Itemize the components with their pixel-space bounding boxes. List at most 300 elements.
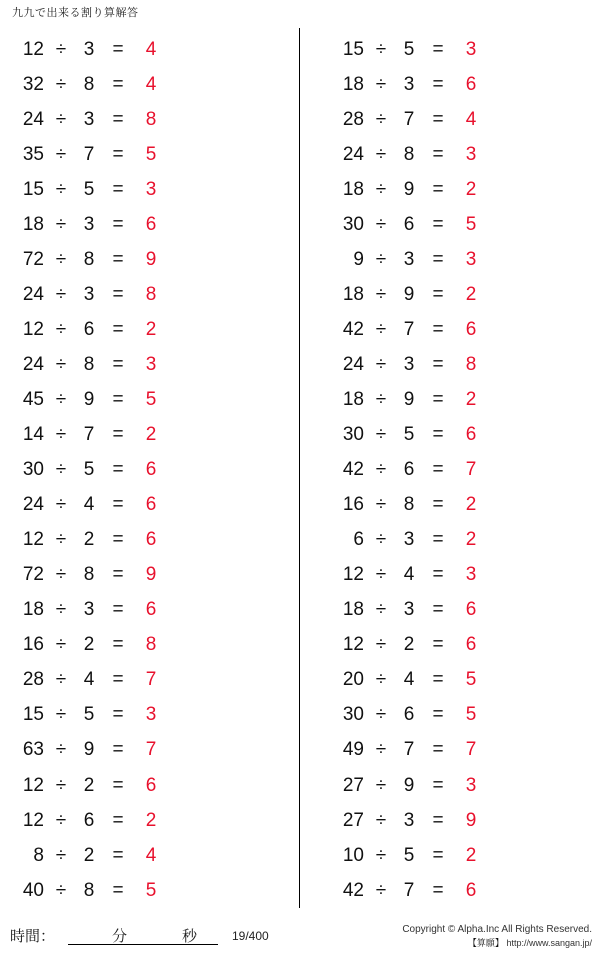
division-operator: ÷ — [375, 739, 387, 761]
divisor: 2 — [83, 774, 95, 796]
dividend: 72 — [22, 564, 44, 586]
dividend: 49 — [342, 739, 364, 761]
divisor: 9 — [83, 388, 95, 410]
equals-sign: = — [112, 879, 124, 901]
answer: 9 — [145, 248, 157, 270]
publisher-name: 【算願】 — [467, 937, 504, 948]
dividend: 24 — [22, 353, 44, 375]
equals-sign: = — [432, 318, 444, 340]
division-operator: ÷ — [55, 879, 67, 901]
division-operator: ÷ — [55, 283, 67, 305]
dividend: 28 — [22, 669, 44, 691]
problem-row — [300, 838, 600, 873]
answer: 2 — [145, 318, 157, 340]
problem-row — [0, 172, 299, 207]
divisor: 4 — [83, 494, 95, 516]
equals-sign: = — [112, 38, 124, 60]
problem-row — [0, 347, 299, 382]
answer: 8 — [145, 283, 157, 305]
division-operator: ÷ — [375, 879, 387, 901]
divisor: 7 — [83, 143, 95, 165]
division-operator: ÷ — [375, 809, 387, 831]
equals-sign: = — [432, 248, 444, 270]
problem-row — [0, 873, 299, 908]
division-operator: ÷ — [375, 599, 387, 621]
divisor: 9 — [403, 283, 415, 305]
answer: 3 — [465, 143, 477, 165]
publisher-url[interactable]: http://www.sangan.jp/ — [506, 937, 592, 948]
division-operator: ÷ — [55, 213, 67, 235]
answer: 7 — [465, 739, 477, 761]
division-operator: ÷ — [375, 634, 387, 656]
dividend: 16 — [342, 494, 364, 516]
division-operator: ÷ — [375, 459, 387, 481]
division-operator: ÷ — [55, 739, 67, 761]
divisor: 7 — [403, 739, 415, 761]
divisor: 5 — [403, 424, 415, 446]
problem-row — [300, 207, 600, 242]
division-operator: ÷ — [55, 143, 67, 165]
answer: 3 — [465, 248, 477, 270]
equals-sign: = — [112, 353, 124, 375]
divisor: 2 — [83, 634, 95, 656]
divisor: 5 — [83, 704, 95, 726]
division-operator: ÷ — [375, 108, 387, 130]
divisor: 2 — [403, 634, 415, 656]
answer: 3 — [465, 38, 477, 60]
division-operator: ÷ — [375, 564, 387, 586]
division-operator: ÷ — [55, 248, 67, 270]
problem-row — [0, 733, 299, 768]
divisor: 8 — [83, 73, 95, 95]
division-operator: ÷ — [55, 599, 67, 621]
divisor: 3 — [83, 108, 95, 130]
divisor: 6 — [403, 459, 415, 481]
answer: 8 — [145, 108, 157, 130]
equals-sign: = — [112, 73, 124, 95]
divisor: 8 — [403, 143, 415, 165]
problem-row — [300, 312, 600, 347]
dividend: 10 — [342, 844, 364, 866]
copyright-block — [402, 923, 592, 949]
answer: 5 — [465, 704, 477, 726]
divisor: 8 — [83, 879, 95, 901]
problem-row — [0, 242, 299, 277]
dividend: 14 — [22, 424, 44, 446]
answer: 5 — [465, 213, 477, 235]
division-operator: ÷ — [375, 774, 387, 796]
equals-sign: = — [112, 634, 124, 656]
dividend: 12 — [22, 38, 44, 60]
divisor: 5 — [403, 38, 415, 60]
equals-sign: = — [432, 529, 444, 551]
divisor: 6 — [403, 213, 415, 235]
equals-sign: = — [432, 739, 444, 761]
division-operator: ÷ — [375, 178, 387, 200]
answer: 8 — [145, 634, 157, 656]
dividend: 42 — [342, 879, 364, 901]
divisor: 5 — [403, 844, 415, 866]
dividend: 9 — [353, 248, 364, 270]
dividend: 32 — [22, 73, 44, 95]
equals-sign: = — [432, 669, 444, 691]
answer: 9 — [145, 564, 157, 586]
dividend: 40 — [22, 879, 44, 901]
answer: 3 — [465, 774, 477, 796]
dividend: 15 — [342, 38, 364, 60]
answer: 3 — [145, 704, 157, 726]
answer: 6 — [465, 879, 477, 901]
dividend: 63 — [22, 739, 44, 761]
dividend: 15 — [22, 178, 44, 200]
division-operator: ÷ — [55, 353, 67, 375]
equals-sign: = — [112, 739, 124, 761]
problem-row — [300, 32, 600, 67]
equals-sign: = — [112, 248, 124, 270]
answer: 4 — [145, 73, 157, 95]
dividend: 30 — [342, 704, 364, 726]
division-operator: ÷ — [375, 318, 387, 340]
equals-sign: = — [432, 844, 444, 866]
equals-sign: = — [432, 879, 444, 901]
problem-row — [0, 418, 299, 453]
divisor: 7 — [403, 879, 415, 901]
answer: 4 — [145, 38, 157, 60]
problem-row — [0, 628, 299, 663]
division-operator: ÷ — [375, 494, 387, 516]
problem-row — [0, 312, 299, 347]
equals-sign: = — [112, 809, 124, 831]
problem-row — [300, 347, 600, 382]
answer: 7 — [465, 459, 477, 481]
problem-row — [300, 803, 600, 838]
equals-sign: = — [432, 809, 444, 831]
dividend: 20 — [342, 669, 364, 691]
divisor: 7 — [403, 318, 415, 340]
dividend: 12 — [22, 318, 44, 340]
equals-sign: = — [112, 599, 124, 621]
division-operator: ÷ — [55, 38, 67, 60]
problem-row — [0, 698, 299, 733]
divisor: 4 — [403, 669, 415, 691]
problem-row — [300, 768, 600, 803]
dividend: 27 — [342, 809, 364, 831]
problem-row — [0, 663, 299, 698]
answer: 4 — [465, 108, 477, 130]
dividend: 18 — [342, 283, 364, 305]
divisor: 9 — [403, 774, 415, 796]
dividend: 18 — [342, 388, 364, 410]
answer: 2 — [465, 494, 477, 516]
division-operator: ÷ — [55, 388, 67, 410]
footer — [0, 915, 600, 956]
answer: 2 — [145, 809, 157, 831]
equals-sign: = — [112, 108, 124, 130]
problem-row — [0, 488, 299, 523]
divisor: 3 — [83, 38, 95, 60]
divisor: 8 — [403, 494, 415, 516]
problem-row — [300, 453, 600, 488]
answer: 8 — [465, 353, 477, 375]
equals-sign: = — [112, 774, 124, 796]
division-operator: ÷ — [55, 564, 67, 586]
problem-row — [0, 803, 299, 838]
division-operator: ÷ — [375, 669, 387, 691]
problem-row — [300, 382, 600, 417]
division-operator: ÷ — [375, 248, 387, 270]
problem-row — [300, 418, 600, 453]
equals-sign: = — [112, 388, 124, 410]
divisor: 3 — [403, 353, 415, 375]
equals-sign: = — [112, 529, 124, 551]
division-operator: ÷ — [55, 844, 67, 866]
problem-row — [300, 277, 600, 312]
problem-row — [300, 488, 600, 523]
equals-sign: = — [112, 178, 124, 200]
divisor: 3 — [403, 73, 415, 95]
answer: 6 — [145, 529, 157, 551]
dividend: 24 — [22, 494, 44, 516]
equals-sign: = — [432, 38, 444, 60]
division-operator: ÷ — [55, 318, 67, 340]
divisor: 3 — [403, 599, 415, 621]
problem-row — [0, 593, 299, 628]
problem-row — [0, 523, 299, 558]
dividend: 28 — [342, 108, 364, 130]
division-operator: ÷ — [55, 494, 67, 516]
dividend: 16 — [22, 634, 44, 656]
equals-sign: = — [432, 459, 444, 481]
problem-row — [0, 838, 299, 873]
answer: 6 — [465, 73, 477, 95]
answer: 7 — [145, 669, 157, 691]
division-operator: ÷ — [55, 809, 67, 831]
dividend: 12 — [22, 774, 44, 796]
equals-sign: = — [112, 844, 124, 866]
equals-sign: = — [432, 774, 444, 796]
division-operator: ÷ — [375, 529, 387, 551]
equals-sign: = — [112, 283, 124, 305]
equals-sign: = — [432, 388, 444, 410]
problem-row — [300, 698, 600, 733]
division-operator: ÷ — [375, 353, 387, 375]
problem-row — [300, 558, 600, 593]
divisor: 3 — [403, 809, 415, 831]
answer: 6 — [465, 424, 477, 446]
answer: 2 — [465, 529, 477, 551]
division-operator: ÷ — [375, 38, 387, 60]
dividend: 24 — [22, 108, 44, 130]
divisor: 8 — [83, 353, 95, 375]
division-operator: ÷ — [55, 178, 67, 200]
problem-row — [300, 137, 600, 172]
division-operator: ÷ — [55, 73, 67, 95]
dividend: 27 — [342, 774, 364, 796]
equals-sign: = — [432, 213, 444, 235]
equals-sign: = — [112, 424, 124, 446]
equals-sign: = — [432, 108, 444, 130]
dividend: 24 — [342, 143, 364, 165]
answer: 2 — [145, 424, 157, 446]
division-operator: ÷ — [55, 529, 67, 551]
dividend: 12 — [22, 809, 44, 831]
equals-sign: = — [432, 599, 444, 621]
answer: 3 — [465, 564, 477, 586]
dividend: 6 — [353, 529, 364, 551]
problem-row — [300, 242, 600, 277]
equals-sign: = — [432, 704, 444, 726]
division-operator: ÷ — [375, 283, 387, 305]
division-operator: ÷ — [375, 704, 387, 726]
equals-sign: = — [112, 704, 124, 726]
answer: 6 — [465, 634, 477, 656]
divisor: 2 — [83, 844, 95, 866]
division-operator: ÷ — [375, 424, 387, 446]
division-operator: ÷ — [375, 143, 387, 165]
problem-grid — [0, 28, 600, 908]
page-title: 九九で出来る割り算解答 — [12, 7, 139, 19]
dividend: 18 — [342, 73, 364, 95]
answer: 2 — [465, 844, 477, 866]
dividend: 42 — [342, 318, 364, 340]
dividend: 30 — [342, 213, 364, 235]
problem-row — [300, 172, 600, 207]
division-operator: ÷ — [55, 424, 67, 446]
dividend: 18 — [342, 599, 364, 621]
dividend: 72 — [22, 248, 44, 270]
dividend: 45 — [22, 388, 44, 410]
equals-sign: = — [432, 178, 444, 200]
problem-row — [0, 32, 299, 67]
answer: 6 — [145, 494, 157, 516]
equals-sign: = — [112, 143, 124, 165]
problem-row — [0, 137, 299, 172]
problem-row — [0, 453, 299, 488]
divisor: 9 — [403, 178, 415, 200]
divisor: 3 — [403, 529, 415, 551]
answer: 6 — [145, 774, 157, 796]
division-operator: ÷ — [55, 669, 67, 691]
divisor: 9 — [403, 388, 415, 410]
equals-sign: = — [432, 353, 444, 375]
answer: 5 — [145, 388, 157, 410]
divisor: 5 — [83, 459, 95, 481]
dividend: 42 — [342, 459, 364, 481]
answer: 6 — [465, 599, 477, 621]
answer: 5 — [145, 143, 157, 165]
divisor: 6 — [83, 809, 95, 831]
dividend: 24 — [22, 283, 44, 305]
division-operator: ÷ — [375, 388, 387, 410]
equals-sign: = — [112, 213, 124, 235]
problem-row — [300, 663, 600, 698]
answer: 5 — [465, 669, 477, 691]
answer: 2 — [465, 283, 477, 305]
time-label: 時間： — [10, 928, 56, 945]
divisor: 8 — [83, 248, 95, 270]
divisor: 4 — [403, 564, 415, 586]
answer: 9 — [465, 809, 477, 831]
seconds-label: 秒 — [182, 928, 198, 945]
division-operator: ÷ — [55, 774, 67, 796]
dividend: 12 — [342, 634, 364, 656]
answer: 2 — [465, 388, 477, 410]
dividend: 30 — [342, 424, 364, 446]
problem-row — [300, 733, 600, 768]
divisor: 3 — [83, 213, 95, 235]
dividend: 18 — [342, 178, 364, 200]
answer: 6 — [145, 459, 157, 481]
copyright-source — [402, 937, 592, 949]
divisor: 3 — [83, 599, 95, 621]
divisor: 7 — [403, 108, 415, 130]
minutes-label: 分 — [112, 928, 128, 945]
division-operator: ÷ — [375, 844, 387, 866]
dividend: 18 — [22, 213, 44, 235]
division-operator: ÷ — [375, 73, 387, 95]
equals-sign: = — [432, 634, 444, 656]
divisor: 5 — [83, 178, 95, 200]
divisor: 2 — [83, 529, 95, 551]
problem-row — [300, 102, 600, 137]
equals-sign: = — [112, 564, 124, 586]
divisor: 6 — [83, 318, 95, 340]
dividend: 12 — [22, 529, 44, 551]
equals-sign: = — [432, 564, 444, 586]
dividend: 35 — [22, 143, 44, 165]
dividend: 8 — [33, 844, 44, 866]
problem-row — [0, 102, 299, 137]
division-operator: ÷ — [375, 213, 387, 235]
equals-sign: = — [432, 424, 444, 446]
dividend: 30 — [22, 459, 44, 481]
answer: 7 — [145, 739, 157, 761]
divisor: 3 — [83, 283, 95, 305]
answer: 6 — [145, 213, 157, 235]
copyright-text: Copyright © Alpha.Inc All Rights Reserved. — [402, 924, 592, 935]
equals-sign: = — [112, 318, 124, 340]
dividend: 12 — [342, 564, 364, 586]
equals-sign: = — [432, 73, 444, 95]
page-number: 19/400 — [232, 929, 269, 943]
problem-row — [0, 207, 299, 242]
equals-sign: = — [432, 494, 444, 516]
answer: 4 — [145, 844, 157, 866]
equals-sign: = — [112, 459, 124, 481]
dividend: 24 — [342, 353, 364, 375]
divisor: 4 — [83, 669, 95, 691]
answer: 6 — [465, 318, 477, 340]
equals-sign: = — [112, 669, 124, 691]
answer: 5 — [145, 879, 157, 901]
equals-sign: = — [432, 143, 444, 165]
answer: 3 — [145, 178, 157, 200]
answer: 3 — [145, 353, 157, 375]
problem-column-right — [300, 28, 600, 908]
answer: 2 — [465, 178, 477, 200]
problem-row — [0, 67, 299, 102]
division-operator: ÷ — [55, 634, 67, 656]
divisor: 8 — [83, 564, 95, 586]
problem-row — [0, 768, 299, 803]
problem-row — [300, 593, 600, 628]
problem-row — [0, 382, 299, 417]
dividend: 18 — [22, 599, 44, 621]
answer: 6 — [145, 599, 157, 621]
divisor: 9 — [83, 739, 95, 761]
problem-row — [300, 67, 600, 102]
problem-row — [300, 628, 600, 663]
